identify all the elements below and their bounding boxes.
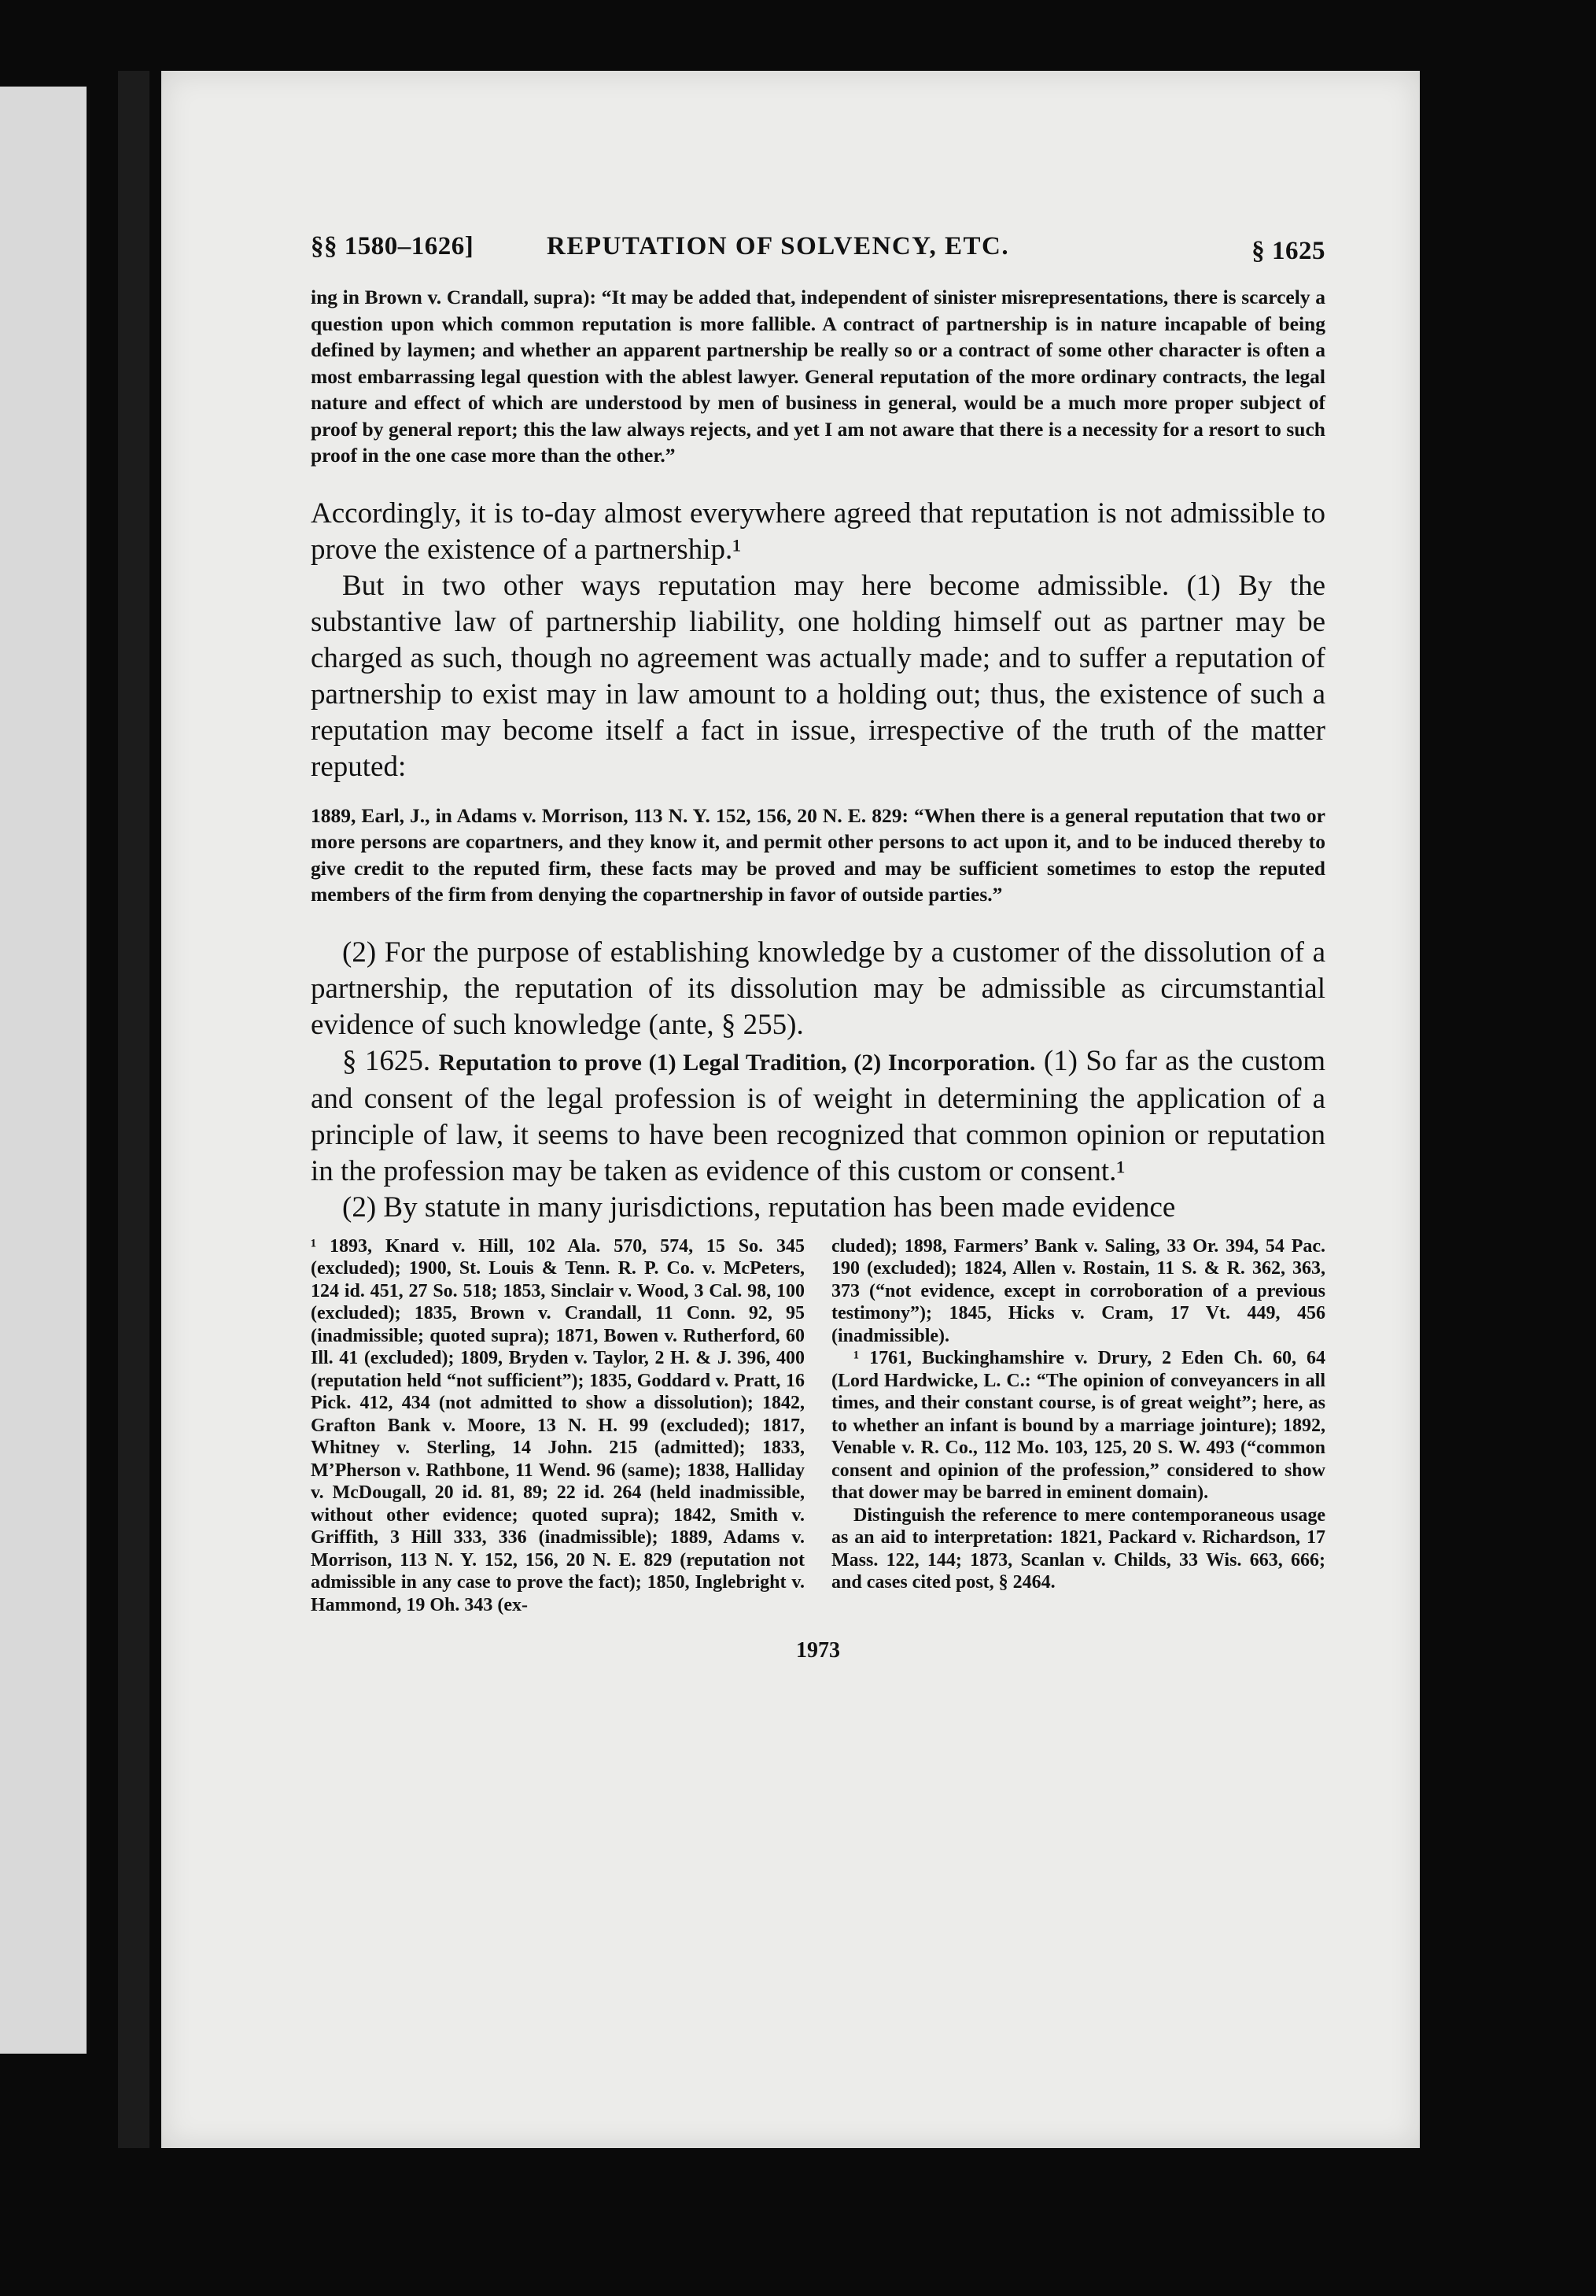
running-head-title: REPUTATION OF SOLVENCY, ETC. — [547, 232, 1010, 260]
running-head — [311, 232, 1325, 270]
footnotes — [311, 1235, 1325, 1617]
footnote-distinguish: Distinguish the reference to mere contemporaneous usage as an aid to interpretation: 1821, Packard v. Richardson, 17 Mass. 122, 144; 1873, Scanlan v. Childs, 33 Wis. 663, 666; and cases cited post, § 2464. — [831, 1504, 1325, 1593]
paragraph-dissolution-knowledge: (2) For the purpose of establishing knowledge by a customer of the dissolution of a partnership, the reputation of its dissolution may be admissible as circumstantial evidence of such knowledge (ante, § 255). — [311, 936, 1325, 1041]
paragraph-accordingly: Accordingly, it is to-day almost everywhere agreed that reputation is not admissible to prove the existence of a partnership.¹ — [311, 496, 1325, 566]
quote-block-brown-crandall: ing in Brown v. Crandall, supra): “It may be added that, independent of sinister misrepresentations, there is scarcely a question upon which common reputation is more fallible. A contract of partnership is in nature incapable of being defined by laymen; and whether an apparent partnership be really so or a contract of some other character is often a most embarrassing legal question with the ablest lawyer. General reputation of the more ordinary contracts, the legal nature and effect of which are understood by men of business in general, would be a much more proper subject of proof by general report; this the law always rejects, and yet I am not aware that there is a necessity for a resort to such proof in the one case more than the other.” — [311, 286, 1325, 467]
section-1625 — [311, 1043, 1325, 1190]
footnote-legal-tradition: ¹ 1761, Buckinghamshire v. Drury, 2 Eden Ch. 60, 64 (Lord Hardwicke, L. C.: “The opinion of conveyancers in all times, and their constant course, is of great weight”; here, as to whether an infant is bound by a marriage jointure); 1892, Venable v. R. Co., 112 Mo. 103, 125, 20 S. W. 493 (“common consent and opinion of the profession,” considered to show that dower may be barred in eminent domain). — [831, 1348, 1325, 1503]
section-text: (1) So far as the custom and consent of the legal profession is of weight in determining the application of a principle of law, it seems to have been recognized that common opinion or reputation in the profession may be taken as evidence of this custom or consent.¹ — [311, 1044, 1326, 1187]
paragraph-two-other-ways: But in two other ways reputation may here become admissible. (1) By the substantive law of partnership liability, one holding himself out as partner may be charged as such, though no agreement was actually made; and to suffer a reputation of partnership to exist may in law amount to a holding out; thus, the existence of such a reputation may become itself a fact in issue, irrespective of the truth of the matter reputed: — [311, 569, 1325, 783]
book-spine — [118, 71, 149, 2148]
quote-block-adams-morrison: 1889, Earl, J., in Adams v. Morrison, 113 N. Y. 152, 156, 20 N. E. 829: “When there is a general reputation that two or more persons are copartners, and they know it, and permit other persons to act upon it, and to be induced thereby to give credit to the reputed firm, these facts may be proved and may be sufficient sometimes to estop the reputed members of the firm from denying the copartnership in favor of outside parties.” — [311, 803, 1325, 906]
adjacent-page-edge — [0, 87, 87, 2054]
page-content — [311, 232, 1325, 1663]
footnotes-left-column — [311, 1235, 805, 1617]
page-number: 1973 — [796, 1638, 840, 1663]
section-title: Reputation to prove (1) Legal Tradition, (2) Incorporation. — [438, 1049, 1036, 1076]
scanned-page — [161, 71, 1420, 2148]
paragraph-by-statute: (2) By statute in many jurisdictions, reputation has been made evidence — [342, 1190, 1176, 1224]
footnotes-right-column — [831, 1235, 1325, 1617]
section-number: § 1625. — [342, 1044, 431, 1077]
running-head-sections: §§ 1580–1626] — [311, 232, 474, 260]
footnote-continuation: cluded); 1898, Farmers’ Bank v. Saling, 33 Or. 394, 54 Pac. 190 (excluded); 1824, Allen v. Rostain, 11 S. & R. 362, 363, 373 (“not evidence, except in corroboration of a previous testimony”); 1845, Hicks v. Cram, 17 Vt. 449, 456 (inadmissible). — [831, 1235, 1325, 1346]
running-head-section: § 1625 — [1251, 237, 1325, 265]
footnote-partnership-cases: ¹ 1893, Knard v. Hill, 102 Ala. 570, 574, 15 So. 345 (excluded); 1900, St. Louis & Tenn. R. P. Co. v. McPeters, 124 id. 451, 27 So. 518; 1853, Sinclair v. Wood, 3 Cal. 98, 100 (excluded); 1835, Brown v. Crandall, 11 Conn. 92, 95 (inadmissible; quoted supra); 1871, Bowen v. Rutherford, 60 Ill. 41 (excluded); 1809, Bryden v. Taylor, 2 H. & J. 396, 400 (reputation held “not sufficient”); 1835, Goddard v. Pratt, 16 Pick. 412, 434 (not admitted to show a dissolution); 1842, Grafton Bank v. Moore, 13 N. H. 99 (excluded); 1817, Whitney v. Sterling, 14 John. 215 (admitted); 1833, M’Pherson v. Rathbone, 11 Wend. 96 (same); 1838, Halliday v. McDougall, 20 id. 81, 89; 22 id. 264 (held inadmissible, without other evidence; quoted supra); 1842, Smith v. Griffith, 3 Hill 333, 336 (inadmissible); 1889, Adams v. Morrison, 113 N. Y. 152, 156, 20 N. E. 829 (reputation not admissible in any case to prove the fact); 1850, Inglebright v. Hammond, 19 Oh. 343 (ex- — [311, 1235, 805, 1615]
